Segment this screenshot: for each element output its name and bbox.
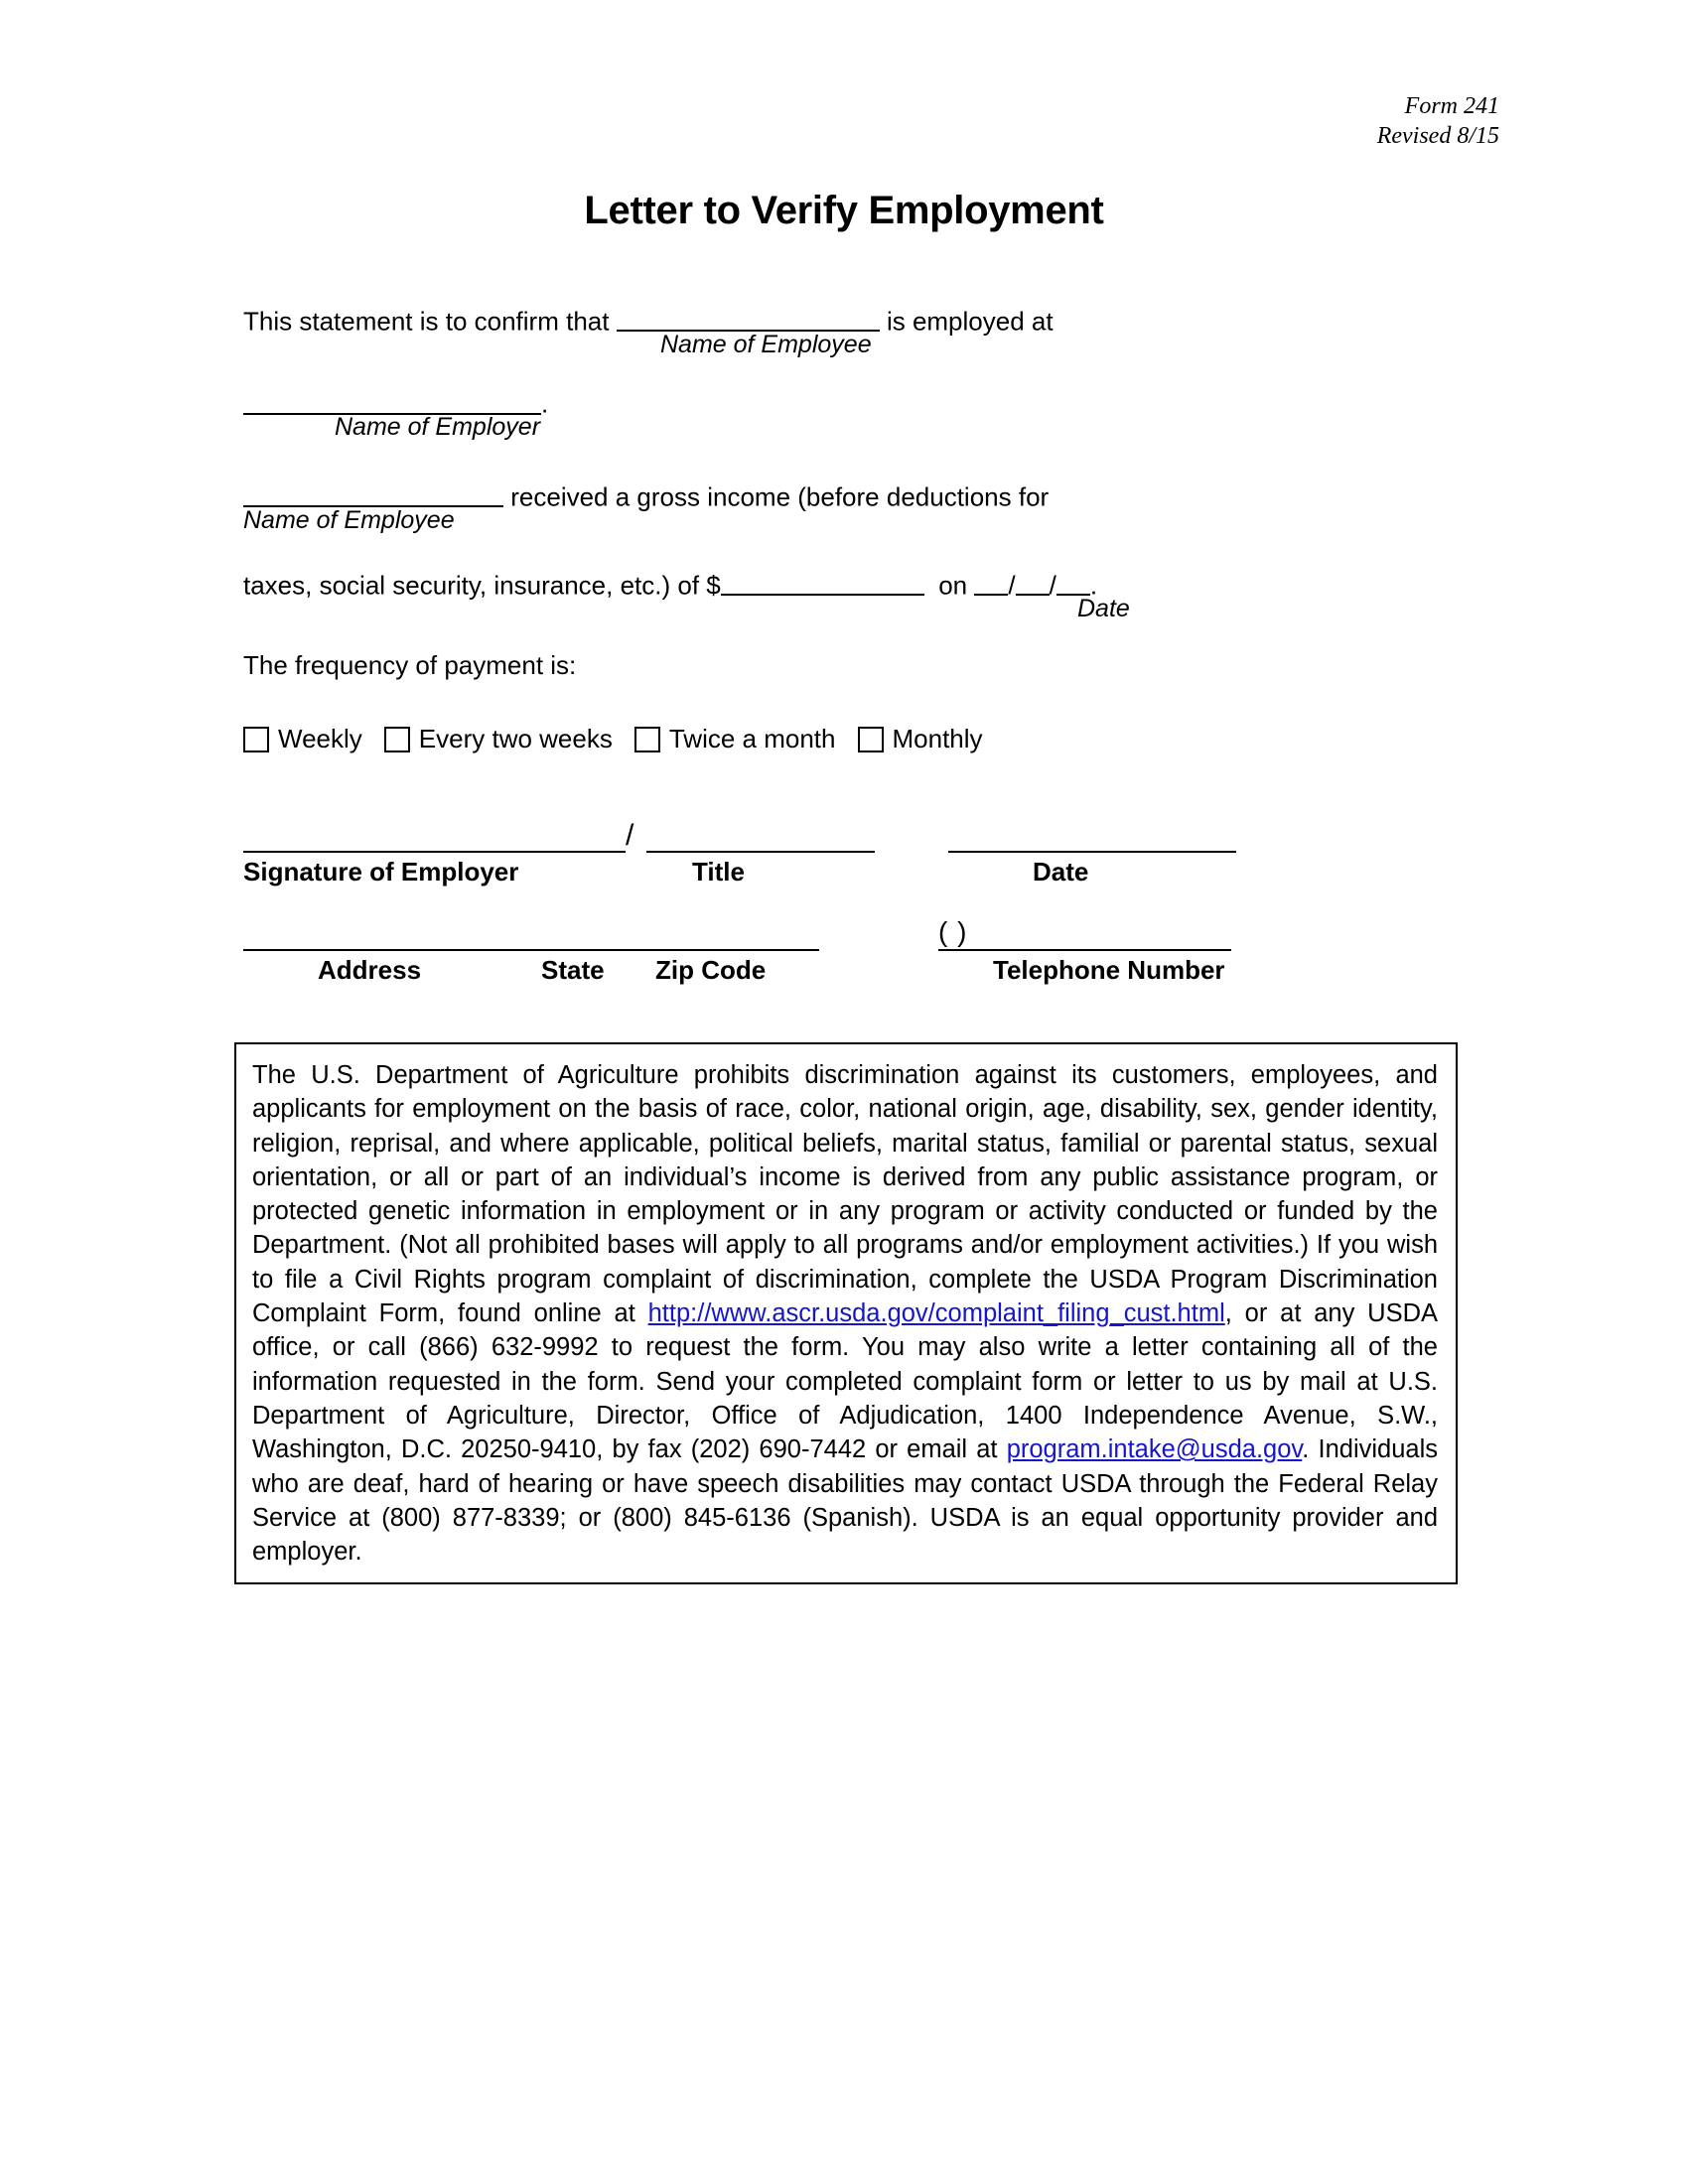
gross-income-text: received a gross income (before deductions for [510,480,1050,511]
date-slash-2: / [1049,570,1056,601]
frequency-option-label: Monthly [892,724,983,754]
telephone-number-blank[interactable] [938,949,1231,951]
telephone-area-code-parens[interactable]: ( ) [938,916,968,948]
caption-name-of-employer: Name of Employer [335,413,541,442]
statement-line-3 [243,478,1465,534]
address-blank[interactable] [243,949,819,951]
statement-line-4-period: . [1089,570,1098,601]
form-meta [1377,91,1499,151]
frequency-label: The frequency of payment is: [243,650,577,681]
label-signature-of-employer: Signature of Employer [243,857,519,887]
form-number: Form 241 [1404,93,1499,119]
form-revision: Revised 8/15 [1376,123,1499,149]
frequency-option-label: Twice a month [668,724,836,754]
signature-block [243,813,1465,986]
label-title: Title [692,857,745,887]
frequency-option-weekly[interactable] [243,724,362,754]
frequency-options [243,724,1465,754]
caption-name-of-employee-2: Name of Employee [243,505,455,534]
statement-line-4 [243,567,1465,622]
checkbox-icon[interactable] [858,727,884,752]
signature-date-blank[interactable] [948,851,1236,853]
notice-paragraph [252,1058,1438,1569]
label-telephone-number: Telephone Number [993,955,1225,986]
on-word: on [938,570,968,601]
date-month-blank[interactable] [974,567,1008,596]
program-intake-email-link[interactable]: program.intake@usda.gov [1006,1435,1303,1464]
checkbox-icon[interactable] [384,727,410,752]
signature-title-separator: / [626,819,634,853]
date-day-blank[interactable] [1016,567,1050,596]
date-year-blank[interactable] [1056,567,1090,596]
usda-nondiscrimination-notice [234,1042,1458,1584]
checkbox-icon[interactable] [634,727,660,752]
signature-of-employer-blank[interactable] [243,851,626,853]
frequency-option-every-two-weeks[interactable] [384,724,613,754]
frequency-option-label: Every two weeks [418,724,613,754]
notice-part-3: . Individuals who are deaf, hard of hearing or have speech disabilities may contact USDA through the Federal Relay Service at (800) 877-8339; or (800) 845-6136 (Spanish). USDA is an equal opportunity provider and employer. [252,1435,1438,1567]
statement-suffix: is employed at [886,306,1054,337]
employee-name-blank-2[interactable] [243,478,503,507]
label-address: Address [318,955,422,986]
statement-prefix: This statement is to confirm that [243,306,610,337]
statement-line-2-period: . [541,388,549,419]
gross-income-amount-blank[interactable] [721,567,924,596]
frequency-option-twice-a-month[interactable] [634,724,836,754]
page-title: Letter to Verify Employment [584,189,1104,232]
taxes-prefix: taxes, social security, insurance, etc.) of $ [243,570,721,601]
frequency-option-label: Weekly [278,724,362,754]
label-date: Date [1033,857,1089,887]
date-slash-1: / [1008,570,1016,601]
statement-line-1 [243,303,1465,358]
notice-part-1: The U.S. Department of Agriculture prohibits discrimination against its customers, employees, and applicants for employment on the basis of race, color, national origin, age, disability, sex, gender identity, religion, reprisal, and where applicable, political beliefs, marital status, familial or parental status, sexual orientation, or all or part of an individual’s income is derived from any public assistance program, or protected genetic information in employment or in any program or activity conducted or funded by the Department. (Not all prohibited bases will apply to all programs and/or employment activities.) If you wish to file a Civil Rights program complaint of discrimination, complete the USDA Program Discrimination Complaint Form, found online at [252,1061,1438,1328]
employee-name-blank-1[interactable] [617,303,880,332]
checkbox-icon[interactable] [243,727,269,752]
statement-line-2 [243,385,1465,442]
form-body [243,303,1465,986]
caption-date: Date [1077,594,1130,622]
caption-name-of-employee-1: Name of Employee [660,331,872,358]
frequency-option-monthly[interactable] [858,724,983,754]
notice-part-2: , or at any USDA office, or call (866) 632-9992 to request the form. You may also write a letter containing all of the information requested in the form. Send your completed complaint form or letter to us by mail at U.S. Department of Agriculture, Director, Office of Adjudication, 1400 Independence Avenue, S.W., Washington, D.C. 20250-9410, by fax (202) 690-7442 or email at [252,1299,1439,1464]
label-zip-code: Zip Code [655,955,767,986]
title-blank[interactable] [646,851,875,853]
usda-complaint-form-link[interactable]: http://www.ascr.usda.gov/complaint_filing_cust.html [647,1299,1225,1328]
label-state: State [541,955,605,986]
employer-name-blank[interactable] [243,385,541,414]
